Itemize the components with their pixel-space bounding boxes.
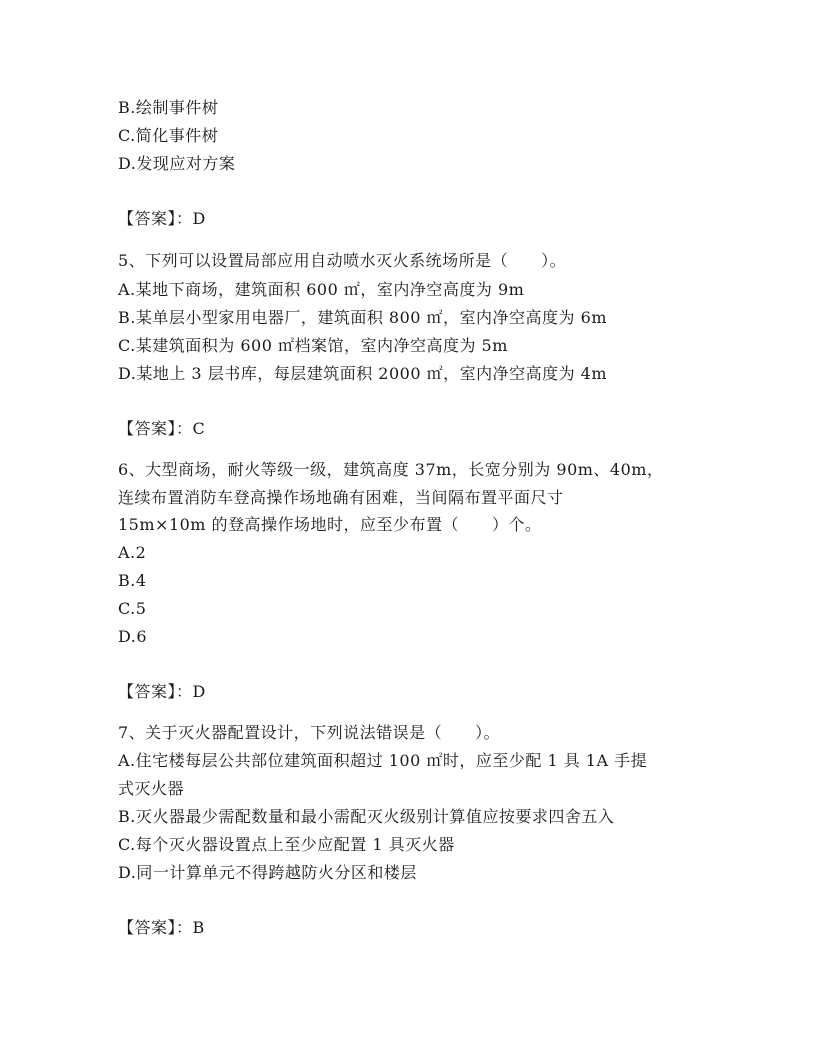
q6-option-c: C.5 bbox=[118, 599, 147, 618]
q7-stem: 7、关于灭火器配置设计，下列说法错误是（ ）。 bbox=[118, 723, 501, 742]
q7-option-d: D.同一计算单元不得跨越防火分区和楼层 bbox=[118, 863, 417, 882]
q6-option-b: B.4 bbox=[118, 571, 147, 590]
q7-answer: 【答案】：B bbox=[118, 918, 205, 937]
q7-option-a-line-2: 式灭火器 bbox=[118, 779, 185, 798]
q7-option-c: C.每个灭火器设置点上至少应配置 1 具灭火器 bbox=[118, 835, 455, 854]
q7-option-b: B.灭火器最少需配数量和最小需配灭火级别计算值应按要求四舍五入 bbox=[118, 807, 615, 826]
q7-option-a-line-1: A.住宅楼每层公共部位建筑面积超过 100 ㎡时，应至少配 1 具 1A 手提 bbox=[118, 751, 648, 770]
q5-option-c: C.某建筑面积为 600 ㎡档案馆，室内净空高度为 5m bbox=[118, 336, 508, 355]
q4-answer: 【答案】：D bbox=[118, 209, 206, 228]
q5-option-b: B.某单层小型家用电器厂，建筑面积 800 ㎡，室内净空高度为 6m bbox=[118, 308, 607, 327]
q6-stem-line-1: 6、大型商场，耐火等级一级，建筑高度 37m，长宽分别为 90m、40m， bbox=[118, 460, 664, 479]
q6-option-d: D.6 bbox=[118, 627, 148, 646]
q4-option-d: D.发现应对方案 bbox=[118, 154, 236, 173]
q5-option-a: A.某地下商场，建筑面积 600 ㎡，室内净空高度为 9m bbox=[118, 280, 525, 299]
q4-option-c: C.简化事件树 bbox=[118, 126, 219, 145]
q5-answer: 【答案】：C bbox=[118, 419, 206, 438]
q6-answer: 【答案】：D bbox=[118, 682, 206, 701]
q6-stem-line-3: 15m×10m 的登高操作场地时，应至少布置（ ）个。 bbox=[118, 515, 542, 534]
q4-option-b: B.绘制事件树 bbox=[118, 98, 219, 117]
q5-stem: 5、下列可以设置局部应用自动喷水灭火系统场所是（ ）。 bbox=[118, 251, 567, 270]
q6-option-a: A.2 bbox=[118, 543, 147, 562]
q5-option-d: D.某地上 3 层书库，每层建筑面积 2000 ㎡，室内净空高度为 4m bbox=[118, 364, 608, 383]
q6-stem-line-2: 连续布置消防车登高操作场地确有困难，当间隔布置平面尺寸 bbox=[118, 488, 564, 507]
